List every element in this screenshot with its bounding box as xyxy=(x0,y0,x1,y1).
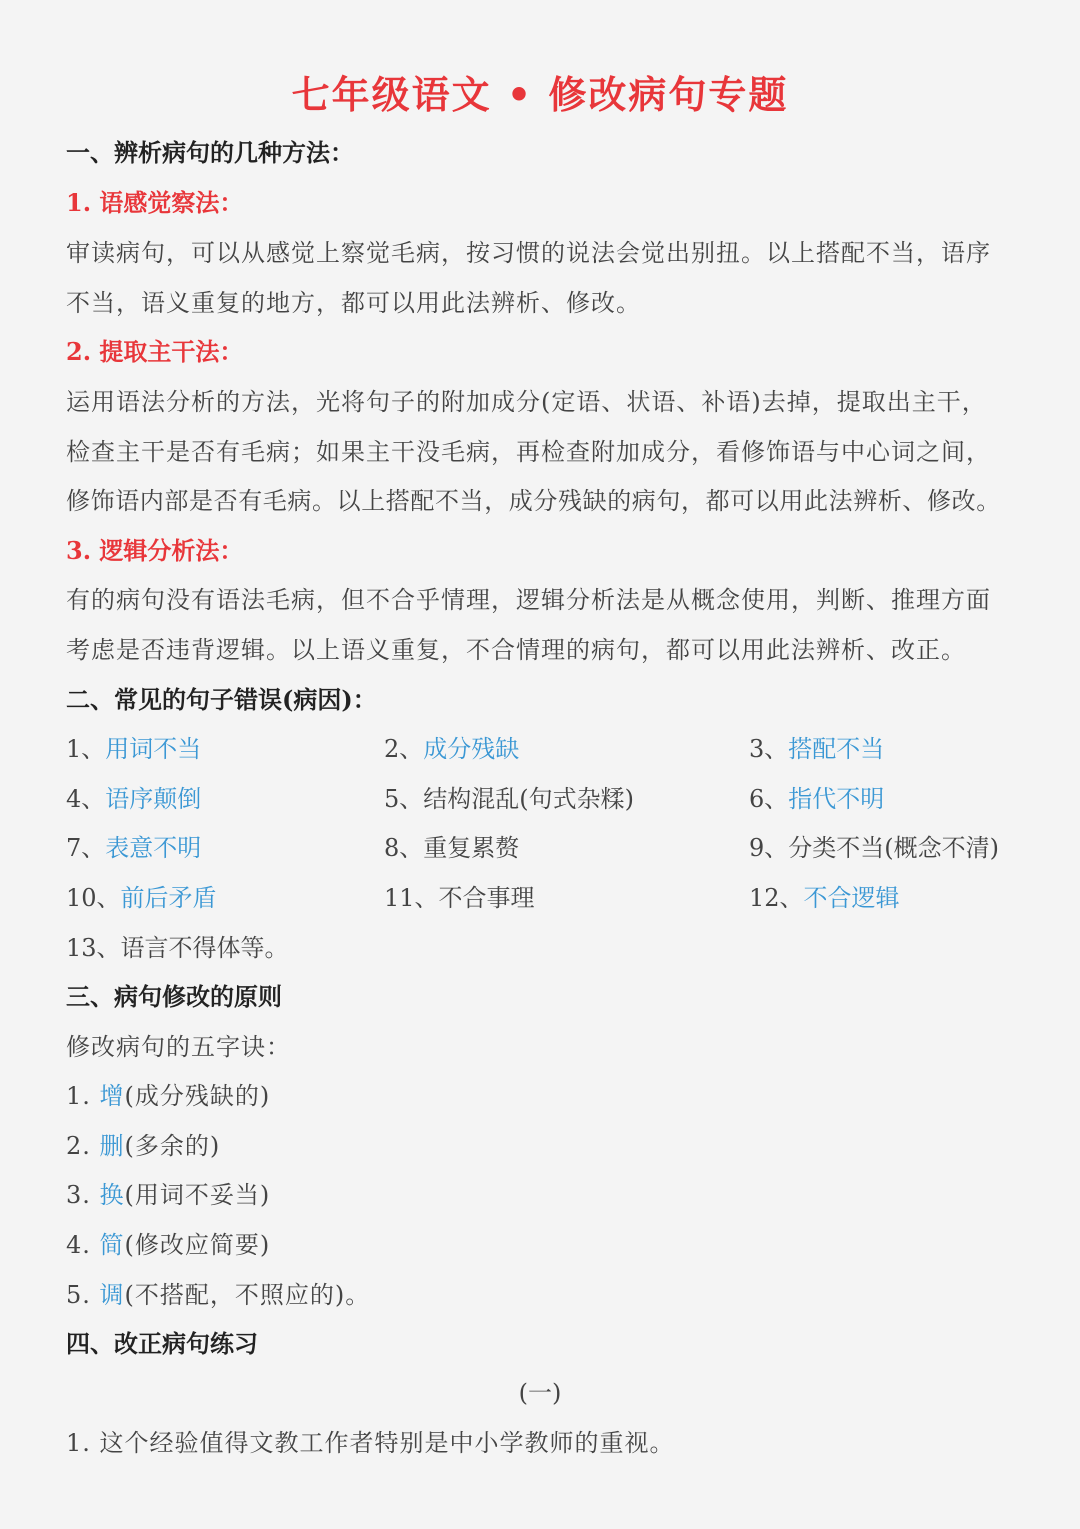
method3-line-1: 有的病句没有语法毛病，但不合乎情理，逻辑分析法是从概念使用，判断、推理方面 xyxy=(66,586,991,614)
error-item: 9、分类不当(概念不清) xyxy=(749,834,1000,862)
section3-heading: 三、病句修改的原则 xyxy=(66,982,282,1011)
error-item: 7、表意不明 xyxy=(66,834,202,862)
section2-heading: 二、常见的句子错误(病因)： xyxy=(66,685,377,714)
error-item: 2、成分残缺 xyxy=(384,735,520,763)
error-item: 6、指代不明 xyxy=(749,785,885,813)
rule-item: 2. 删(多余的) xyxy=(66,1132,221,1160)
method1-title: 1. 语感觉察法： xyxy=(66,188,244,217)
method3-line-2: 考虑是否违背逻辑。以上语义重复，不合情理的病句，都可以用此法辨析、改正。 xyxy=(66,636,966,664)
rule-item: 5. 调(不搭配，不照应的)。 xyxy=(66,1281,371,1309)
error-item: 12、不合逻辑 xyxy=(749,884,900,912)
error-item: 3、搭配不当 xyxy=(749,735,885,763)
page-title: 七年级语文 • 修改病句专题 xyxy=(291,72,789,117)
rules-intro: 修改病句的五字诀： xyxy=(66,1033,291,1061)
method2-line-1: 运用语法分析的方法，光将句子的附加成分(定语、状语、补语)去掉，提取出主干， xyxy=(66,388,987,416)
error-item: 8、重复累赘 xyxy=(384,834,520,862)
section4-heading: 四、改正病句练习 xyxy=(66,1329,258,1358)
error-item-last: 13、语言不得体等。 xyxy=(66,934,289,962)
rule-item: 4. 简(修改应简要) xyxy=(66,1231,271,1259)
exercise-item: 1. 这个经验值得文教工作者特别是中小学教师的重视。 xyxy=(66,1429,675,1457)
section1-heading: 一、辨析病句的几种方法： xyxy=(66,138,354,167)
method2-line-3: 修饰语内部是否有毛病。以上搭配不当，成分残缺的病句，都可以用此法辨析、修改。 xyxy=(66,487,1001,515)
rule-item: 1. 增(成分残缺的) xyxy=(66,1082,271,1110)
method1-line-1: 审读病句，可以从感觉上察觉毛病，按习惯的说法会觉出别扭。以上搭配不当，语序 xyxy=(66,239,991,267)
rule-item: 3. 换(用词不妥当) xyxy=(66,1181,271,1209)
method2-line-2: 检查主干是否有毛病；如果主干没毛病，再检查附加成分，看修饰语与中心词之间， xyxy=(66,438,991,466)
method2-title: 2. 提取主干法： xyxy=(66,337,244,366)
method3-title: 3. 逻辑分析法： xyxy=(66,536,244,565)
exercise-part-label: (一) xyxy=(518,1379,562,1407)
error-item: 11、不合事理 xyxy=(384,884,535,912)
error-item: 5、结构混乱(句式杂糅) xyxy=(384,785,635,813)
error-item: 4、语序颠倒 xyxy=(66,785,202,813)
method1-line-2: 不当，语义重复的地方，都可以用此法辨析、修改。 xyxy=(66,289,641,317)
error-item: 10、前后矛盾 xyxy=(66,884,217,912)
error-item: 1、用词不当 xyxy=(66,735,202,763)
